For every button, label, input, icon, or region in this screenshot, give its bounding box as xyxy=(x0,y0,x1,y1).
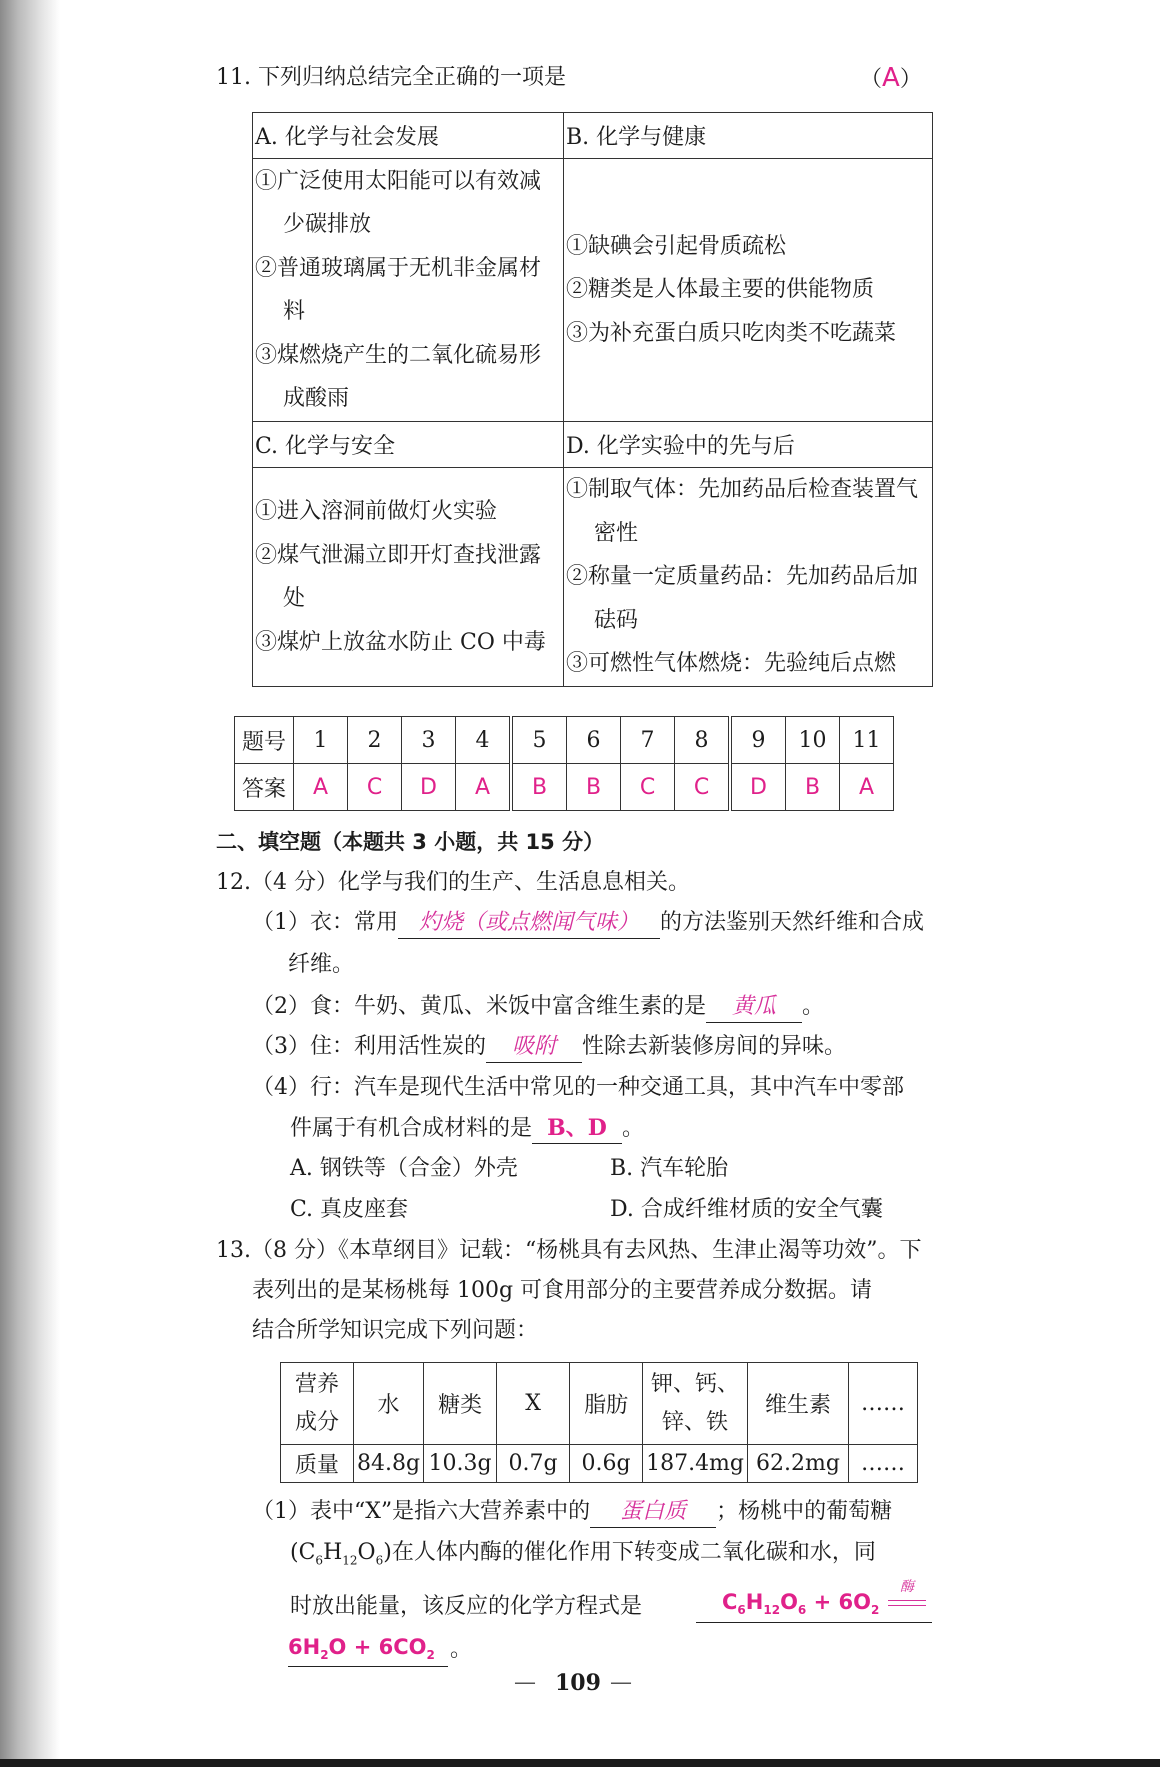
nutrition-header: X xyxy=(497,1363,570,1445)
equation-end: 。 xyxy=(450,1637,473,1662)
option-c-header: C. 化学与安全 xyxy=(253,422,564,468)
option-b-content xyxy=(564,159,933,422)
answer-cell: A xyxy=(294,764,348,811)
q12-part3-prefix: （3）住：利用活性炭的 xyxy=(252,1034,486,1059)
nutrition-header-label xyxy=(281,1363,354,1445)
paren-open: （ xyxy=(860,67,883,92)
q12-part2 xyxy=(252,991,824,1023)
q12-part2-prefix: （2）食：牛奶、黄瓜、米饭中富含维生素的是 xyxy=(252,994,706,1019)
question-number: 10 xyxy=(786,717,840,764)
answer-cell: D xyxy=(402,764,456,811)
page-number: 109 xyxy=(555,1670,601,1696)
equation-equals-sign xyxy=(888,1600,926,1606)
q11-answer-paren xyxy=(860,62,922,96)
nutrition-value: …… xyxy=(849,1445,918,1483)
q12-part2-blank xyxy=(706,992,802,1023)
option-c-item: ①进入溶洞前做灯火实验 xyxy=(255,499,498,524)
q12-part4-answer: B、D xyxy=(547,1115,607,1141)
q12-part2-suffix: 。 xyxy=(802,994,825,1019)
answer-cell: A xyxy=(840,764,894,811)
header-line: 营养 xyxy=(294,1371,339,1397)
q12-part3 xyxy=(252,1031,846,1063)
equation-reactants: $C_6H_{12}O_6 + 6O_2$ xyxy=(722,1590,880,1618)
option-d-header: D. 化学实验中的先与后 xyxy=(564,422,933,468)
q13-part1-line3: 时放出能量，该反应的化学方程式是 xyxy=(290,1594,643,1619)
q12-part4-prefix: 件属于有机合成材料的是 xyxy=(290,1116,533,1141)
q13-line2: 表列出的是某杨桃每 100g 可食用部分的主要营养成分数据。请 xyxy=(252,1278,873,1303)
nutrition-header: 水 xyxy=(354,1363,424,1445)
nutrition-value: 84.8g xyxy=(354,1445,424,1483)
answer-cell: C xyxy=(348,764,402,811)
book-spine-shadow xyxy=(0,0,60,1767)
q13-line1: 13.（8 分）《本草纲目》记载：“杨桃具有去风热、生津止渴等功效”。下 xyxy=(216,1238,922,1263)
answer-label: 答案 xyxy=(235,764,294,811)
footer-dash-right: — xyxy=(610,1670,632,1695)
nutrition-header: 维生素 xyxy=(748,1363,849,1445)
option-b-header: B. 化学与健康 xyxy=(564,113,933,159)
question-number: 2 xyxy=(348,717,402,764)
answer-cell: C xyxy=(675,764,731,811)
question-number: 8 xyxy=(675,717,731,764)
option-d-item: ②称量一定质量药品：先加药品后加砝码 xyxy=(566,564,919,633)
footer-dash-left: — xyxy=(514,1670,536,1695)
nutrition-row-label: 质量 xyxy=(281,1445,354,1483)
question-number: 1 xyxy=(294,717,348,764)
option-d-item: ③可燃性气体燃烧：先验纯后点燃 xyxy=(566,651,897,677)
equation-blank-1 xyxy=(696,1579,932,1623)
q13-part1-suffix: ；杨桃中的葡萄糖 xyxy=(716,1499,893,1524)
header-line: 成分 xyxy=(294,1409,339,1435)
option-c-item: ③煤炉上放盆水防止 CO 中毒 xyxy=(255,629,546,655)
q12-part1 xyxy=(252,907,924,939)
nutrition-header: …… xyxy=(849,1363,918,1445)
answer-cell: B xyxy=(786,764,840,811)
header-line: 锌、铁 xyxy=(662,1409,729,1435)
nutrition-header xyxy=(643,1363,748,1445)
q13-part1-answer: 蛋白质 xyxy=(620,1499,687,1524)
nutrition-value: 10.3g xyxy=(424,1445,497,1483)
equation-blank-2 xyxy=(288,1632,448,1667)
q12-part4-cont xyxy=(290,1113,644,1145)
q12-option-a: A. 钢铁等（合金）外壳 xyxy=(290,1156,518,1181)
option-c-item: ②煤气泄漏立即开灯查找泄露处 xyxy=(255,542,542,611)
answer-cell: B xyxy=(567,764,621,811)
answer-table xyxy=(234,716,894,811)
q13-part1-line2 xyxy=(290,1537,876,1576)
question-number: 5 xyxy=(511,717,567,764)
q12-part3-blank xyxy=(486,1032,582,1063)
nutrition-table xyxy=(280,1362,918,1483)
header-line: 钾、钙、 xyxy=(651,1371,740,1397)
answer-cell: D xyxy=(730,764,786,811)
q12-option-d: D. 合成纤维材质的安全气囊 xyxy=(610,1197,883,1222)
question-number: 6 xyxy=(567,717,621,764)
q12-part1-suffix: 的方法鉴别天然纤维和合成 xyxy=(660,910,925,935)
option-a-item: ③煤燃烧产生的二氧化硫易形成酸雨 xyxy=(255,342,542,411)
answer-cell: B xyxy=(511,764,567,811)
paren-close: ） xyxy=(899,67,922,92)
question-number: 7 xyxy=(621,717,675,764)
q12-part3-suffix: 性除去新装修房间的异味。 xyxy=(582,1034,847,1059)
q12-part1-answer: 灼烧（或点燃闻气味） xyxy=(418,910,639,935)
nutrition-value: 0.7g xyxy=(497,1445,570,1483)
option-d-item: ①制取气体：先加药品后检查装置气密性 xyxy=(566,477,919,546)
q11-options-table xyxy=(252,112,933,687)
question-number: 3 xyxy=(402,717,456,764)
q12-part4-blank xyxy=(532,1113,622,1144)
q12-part1-prefix: （1）衣：常用 xyxy=(252,910,398,935)
nutrition-header: 糖类 xyxy=(424,1363,497,1445)
answer-cell: A xyxy=(456,764,512,811)
q13-part1 xyxy=(252,1496,892,1528)
question-number: 9 xyxy=(730,717,786,764)
option-d-content xyxy=(564,468,933,687)
option-a-content xyxy=(253,159,564,422)
q12-part2-answer: 黄瓜 xyxy=(731,994,776,1019)
q12-part4: （4）行：汽车是现代生活中常见的一种交通工具，其中汽车中零部 xyxy=(252,1075,904,1100)
q12-stem: 12.（4 分）化学与我们的生产、生活息息相关。 xyxy=(216,870,690,895)
option-a-item: ②普通玻璃属于无机非金属材料 xyxy=(255,255,542,324)
question-number: 11 xyxy=(840,717,894,764)
option-b-item: ②糖类是人体最主要的供能物质 xyxy=(566,277,875,303)
nutrition-value: 62.2mg xyxy=(748,1445,849,1483)
nutrition-value: 187.4mg xyxy=(643,1445,748,1483)
q12-part1-blank xyxy=(398,908,660,939)
equation-condition: 酶 xyxy=(900,1579,914,1595)
q12-part1-cont: 纤维。 xyxy=(288,952,355,977)
option-c-content xyxy=(253,468,564,687)
q13-part1-blank xyxy=(590,1497,716,1528)
option-a-item: ①广泛使用太阳能可以有效减少碳排放 xyxy=(255,168,542,237)
equation-products: $6H_2O + 6CO_2$ xyxy=(288,1635,435,1663)
q11-stem: 11. 下列归纳总结完全正确的一项是 xyxy=(216,65,566,90)
option-a-header: A. 化学与社会发展 xyxy=(253,113,564,159)
q11-answer: A xyxy=(882,63,900,93)
q13-part1-prefix: （1）表中“X”是指六大营养素中的 xyxy=(252,1499,591,1524)
nutrition-value: 0.6g xyxy=(570,1445,643,1483)
q12-option-c: C. 真皮座套 xyxy=(290,1197,409,1222)
glucose-formula: $(C_6H_{12}O_6)$ xyxy=(290,1540,392,1568)
question-number: 4 xyxy=(456,717,512,764)
q13-part1-text: 在人体内酶的催化作用下转变成二氧化碳和水，同 xyxy=(391,1540,876,1565)
option-b-item: ①缺碘会引起骨质疏松 xyxy=(566,233,787,259)
q12-part3-answer: 吸附 xyxy=(511,1034,556,1059)
q12-option-b: B. 汽车轮胎 xyxy=(610,1156,729,1181)
bottom-edge-bar xyxy=(0,1759,1160,1767)
question-number-label: 题号 xyxy=(235,717,294,764)
answer-cell: C xyxy=(621,764,675,811)
q13-line3: 结合所学知识完成下列问题： xyxy=(252,1318,539,1343)
section-title: 二、填空题（本题共 3 小题，共 15 分） xyxy=(216,830,605,854)
option-b-item: ③为补充蛋白质只吃肉类不吃蔬菜 xyxy=(566,320,897,346)
q12-part4-suffix: 。 xyxy=(622,1116,645,1141)
nutrition-header: 脂肪 xyxy=(570,1363,643,1445)
